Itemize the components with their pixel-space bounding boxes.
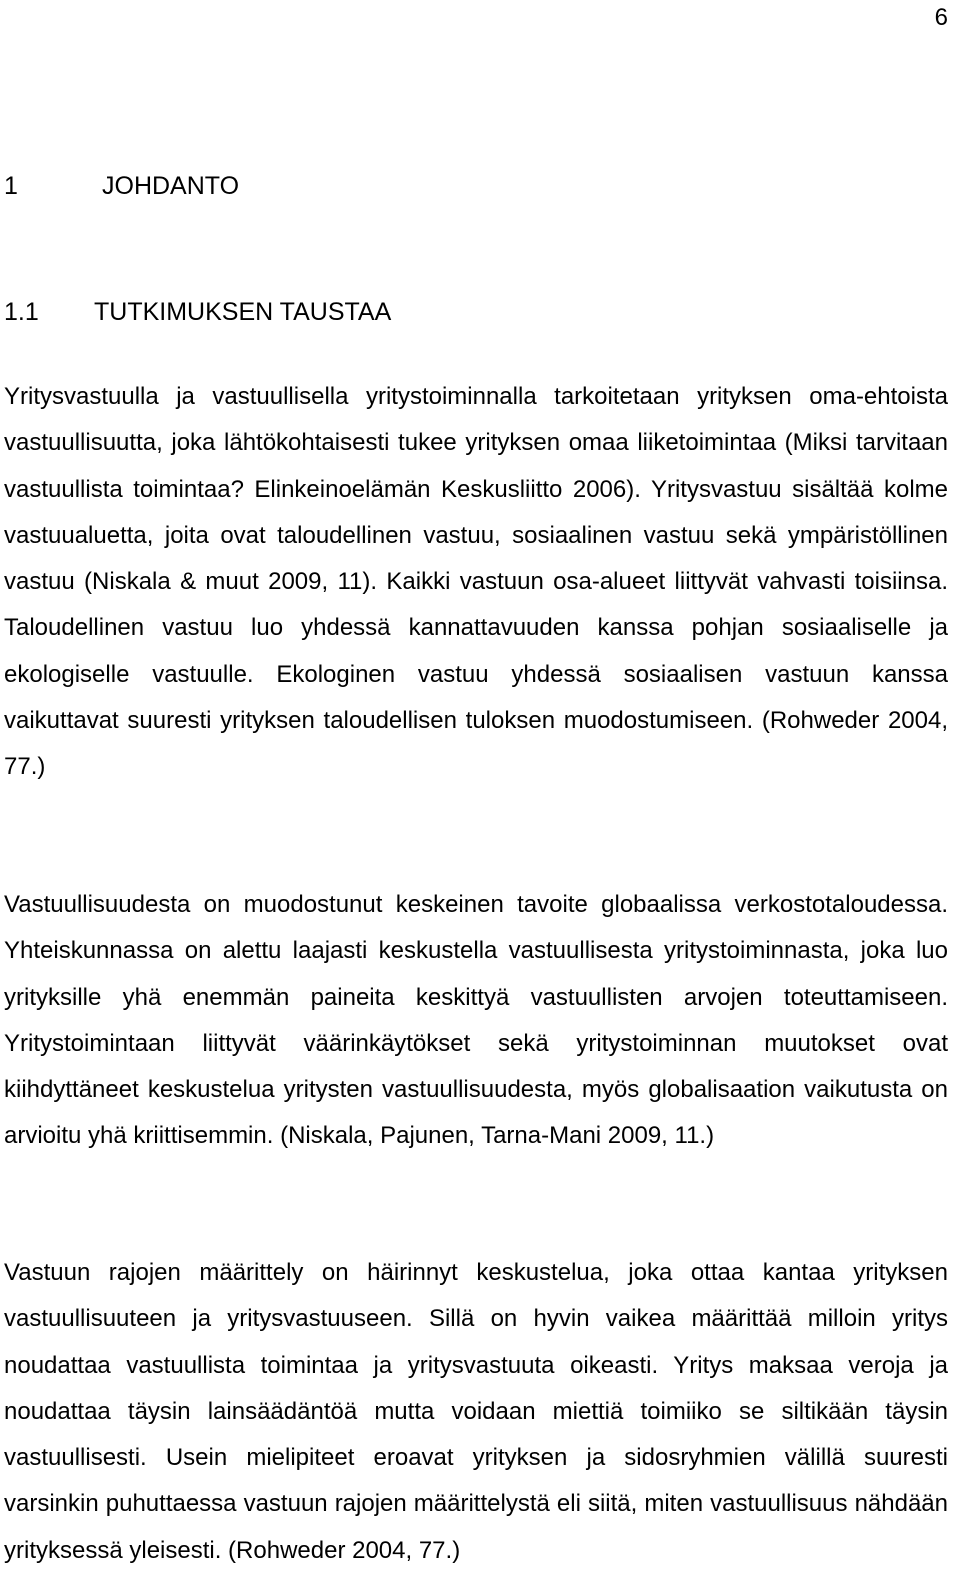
section-number: 1.1 (4, 298, 39, 326)
paragraph-2: Vastuullisuudesta on muodostunut keskeinen tavoite globaalissa verkostotaloudessa. Yhteiskunnassa on alettu laajasti keskustella vastuullisesta yritystoiminnasta, joka luo yrityksille yhä enemmän paineita keskittyä vastuullisten arvojen toteuttamiseen. Yritystoimintaan liittyvät väärinkäytökset sekä yritystoiminnan muutokset ovat kiihdyttäneet keskustelua yritysten vastuullisuudesta, myös globalisaation vaikutusta on arvioitu yhä kriittisemmin. (Niskala, Pajunen, Tarna-Mani 2009, 11.) (4, 891, 948, 1150)
chapter-number: 1 (4, 172, 18, 200)
chapter-heading (4, 168, 239, 204)
section-title: TUTKIMUKSEN TAUSTAA (94, 298, 392, 326)
page-number: 6 (934, 4, 948, 31)
paragraph-1: Yritysvastuulla ja vastuullisella yritystoiminnalla tarkoitetaan yrityksen oma-ehtoista vastuullisuutta, joka lähtökohtaisesti tukee yrityksen omaa liiketoimintaa (Miksi tarvitaan vastuullista toimintaa? Elinkeinoelämän Keskusliitto 2006). Yritysvastuu sisältää kolme vastuualuetta, joita ovat taloudellinen vastuu, sosiaalinen vastuu sekä ympäristöllinen vastuu (Niskala & muut 2009, 11). Kaikki vastuun osa-alueet liittyvät vahvasti toisiinsa. Taloudellinen vastuu luo yhdessä kannattavuuden kanssa pohjan sosiaaliselle ja ekologiselle vastuulle. Ekologinen vastuu yhdessä sosiaalisen vastuun kanssa vaikuttavat suuresti yrityksen taloudellisen tuloksen muodostumiseen. (Rohweder 2004, 77.) (4, 383, 948, 781)
paragraph-3: Vastuun rajojen määrittely on häirinnyt keskustelua, joka ottaa kantaa yrityksen vastuullisuuteen ja yritysvastuuseen. Sillä on hyvin vaikea määrittää milloin yritys noudattaa vastuullista toimintaa ja yritysvastuuta oikeasti. Yritys maksaa veroja ja noudattaa täysin lainsäädäntöä mutta voidaan miettiä toimiiko se siltikään täysin vastuullisesti. Usein mielipiteet eroavat yrityksen ja sidosryhmien välillä suuresti varsinkin puhuttaessa vastuun rajojen määrittelystä eli siitä, miten vastuullisuus nähdään yrityksessä yleisesti. (Rohweder 2004, 77.) (4, 1259, 948, 1564)
chapter-title: JOHDANTO (102, 172, 240, 200)
section-heading (4, 294, 391, 330)
